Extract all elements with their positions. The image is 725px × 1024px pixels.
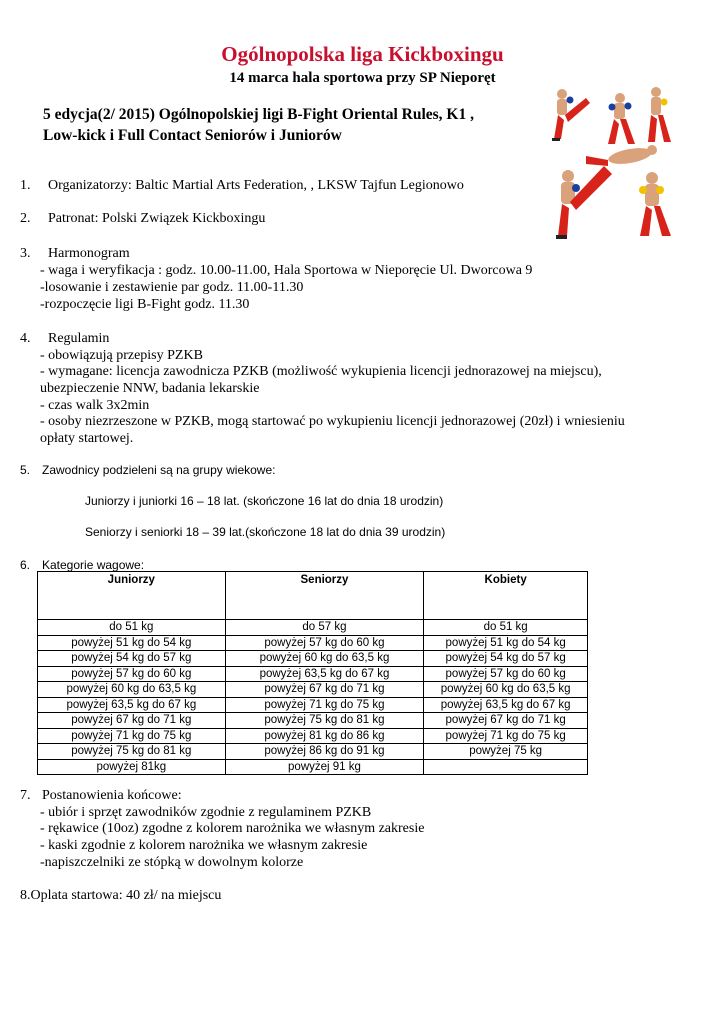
column-header-juniors: Juniorzy bbox=[38, 572, 226, 620]
section-6-number: 6. bbox=[20, 558, 31, 572]
rules-line: - obowiązują przepisy PZKB bbox=[40, 348, 203, 363]
table-header-row bbox=[38, 572, 588, 620]
section-1-organizers: Organizatorzy: Baltic Martial Arts Federation, , LKSW Tajfun Legionowo bbox=[48, 178, 464, 193]
section-7-number: 7. bbox=[20, 788, 31, 803]
document-subtitle: 14 marca hala sportowa przy SP Nieporęt bbox=[229, 70, 496, 86]
table-cell: powyżej 57 kg do 60 kg bbox=[424, 666, 588, 682]
table-cell: powyżej 54 kg do 57 kg bbox=[424, 651, 588, 667]
schedule-line: -rozpoczęcie ligi B-Fight godz. 11.30 bbox=[40, 297, 250, 312]
rules-line: ubezpieczenie NNW, badania lekarskie bbox=[40, 381, 260, 396]
kickboxers-illustration-icon bbox=[548, 84, 680, 244]
section-5-heading: Zawodnicy podzieleni są na grupy wiekowe: bbox=[42, 463, 276, 477]
rules-line: opłaty startowej. bbox=[40, 431, 134, 446]
table-row bbox=[38, 759, 588, 775]
table-cell: powyżej 51 kg do 54 kg bbox=[424, 635, 588, 651]
schedule-line: - waga i weryfikacja : godz. 10.00-11.00, Hala Sportowa w Nieporęcie Ul. Dworcowa 9 bbox=[40, 263, 533, 278]
rules-line: - czas walk 3x2min bbox=[40, 398, 150, 413]
table-cell bbox=[424, 759, 588, 775]
table-row bbox=[38, 728, 588, 744]
section-2-number: 2. bbox=[20, 211, 31, 226]
table-cell: powyżej 67 kg do 71 kg bbox=[424, 713, 588, 729]
section-7-heading: Postanowienia końcowe: bbox=[42, 788, 182, 803]
table-cell: powyżej 71 kg do 75 kg bbox=[38, 728, 226, 744]
table-row bbox=[38, 744, 588, 760]
table-cell: powyżej 86 kg do 91 kg bbox=[225, 744, 424, 760]
table-cell: powyżej 91 kg bbox=[225, 759, 424, 775]
table-cell: powyżej 71 kg do 75 kg bbox=[225, 697, 424, 713]
table-cell: powyżej 60 kg do 63,5 kg bbox=[225, 651, 424, 667]
section-4-number: 4. bbox=[20, 331, 31, 346]
section-2-patron: Patronat: Polski Związek Kickboxingu bbox=[48, 211, 266, 226]
table-cell: powyżej 71 kg do 75 kg bbox=[424, 728, 588, 744]
table-cell: powyżej 63,5 kg do 67 kg bbox=[225, 666, 424, 682]
table-cell: powyżej 51 kg do 54 kg bbox=[38, 635, 226, 651]
schedule-line: -losowanie i zestawienie par godz. 11.00-11.30 bbox=[40, 280, 304, 295]
rules-line: - wymagane: licencja zawodnicza PZKB (możliwość wykupienia licencji jednorazowej na miejscu), bbox=[40, 364, 602, 379]
table-cell: powyżej 63,5 kg do 67 kg bbox=[38, 697, 226, 713]
table-cell: do 51 kg bbox=[424, 620, 588, 636]
age-group-seniors: Seniorzy i seniorki 18 – 39 lat.(skończone 18 lat do dnia 39 urodzin) bbox=[85, 525, 446, 539]
table-row bbox=[38, 635, 588, 651]
table-row bbox=[38, 697, 588, 713]
weight-categories-table bbox=[37, 571, 588, 775]
fighter-1-icon bbox=[552, 89, 590, 141]
table-cell: powyżej 67 kg do 71 kg bbox=[225, 682, 424, 698]
column-header-women: Kobiety bbox=[424, 572, 588, 620]
section-3-number: 3. bbox=[20, 246, 31, 261]
fighter-5-icon bbox=[639, 172, 671, 236]
fighter-6-icon bbox=[586, 145, 657, 167]
section-1-number: 1. bbox=[20, 178, 31, 193]
age-group-juniors: Juniorzy i juniorki 16 – 18 lat. (skończone 16 lat do dnia 18 urodzin) bbox=[85, 494, 444, 508]
table-cell: powyżej 54 kg do 57 kg bbox=[38, 651, 226, 667]
edition-line-1: 5 edycja(2/ 2015) Ogólnopolskiej ligi B-Fight Oriental Rules, K1 , bbox=[43, 106, 474, 123]
section-5-number: 5. bbox=[20, 463, 31, 477]
table-cell: powyżej 60 kg do 63,5 kg bbox=[38, 682, 226, 698]
table-cell: powyżej 75 kg do 81 kg bbox=[38, 744, 226, 760]
final-provision-line: - ubiór i sprzęt zawodników zgodnie z regulaminem PZKB bbox=[40, 805, 372, 820]
section-3-heading: Harmonogram bbox=[48, 246, 130, 261]
column-header-seniors: Seniorzy bbox=[225, 572, 424, 620]
table-cell: powyżej 75 kg do 81 kg bbox=[225, 713, 424, 729]
edition-line-2: Low-kick i Full Contact Seniorów i Juniorów bbox=[43, 127, 342, 144]
table-cell: powyżej 57 kg do 60 kg bbox=[225, 635, 424, 651]
table-row bbox=[38, 651, 588, 667]
fighter-3-icon bbox=[648, 87, 671, 142]
final-provision-line: - kaski zgodnie z kolorem narożnika we własnym zakresie bbox=[40, 838, 368, 853]
table-row bbox=[38, 682, 588, 698]
table-cell: powyżej 67 kg do 71 kg bbox=[38, 713, 226, 729]
table-cell: do 57 kg bbox=[225, 620, 424, 636]
section-4-heading: Regulamin bbox=[48, 331, 110, 346]
section-6-heading: Kategorie wagowe: bbox=[42, 558, 145, 572]
table-row bbox=[38, 713, 588, 729]
table-cell: powyżej 63,5 kg do 67 kg bbox=[424, 697, 588, 713]
table-row bbox=[38, 620, 588, 636]
final-provision-line: - rękawice (10oz) zgodne z kolorem narożnika we własnym zakresie bbox=[40, 821, 425, 836]
document-title: Ogólnopolska liga Kickboxingu bbox=[221, 42, 504, 66]
section-8-fee: 8.Oplata startowa: 40 zł/ na miejscu bbox=[20, 888, 222, 903]
table-cell: powyżej 57 kg do 60 kg bbox=[38, 666, 226, 682]
table-cell: do 51 kg bbox=[38, 620, 226, 636]
table-row bbox=[38, 666, 588, 682]
rules-line: - osoby niezrzeszone w PZKB, mogą startować po wykupieniu licencji jednorazowej (20zł) i wniesieniu bbox=[40, 414, 625, 429]
final-provision-line: -napiszczelniki ze stópką w dowolnym kolorze bbox=[40, 855, 304, 870]
table-cell: powyżej 81kg bbox=[38, 759, 226, 775]
table-cell: powyżej 60 kg do 63,5 kg bbox=[424, 682, 588, 698]
table-cell: powyżej 81 kg do 86 kg bbox=[225, 728, 424, 744]
table-cell: powyżej 75 kg bbox=[424, 744, 588, 760]
fighter-4-icon bbox=[556, 166, 612, 239]
fighter-2-icon bbox=[608, 93, 635, 144]
